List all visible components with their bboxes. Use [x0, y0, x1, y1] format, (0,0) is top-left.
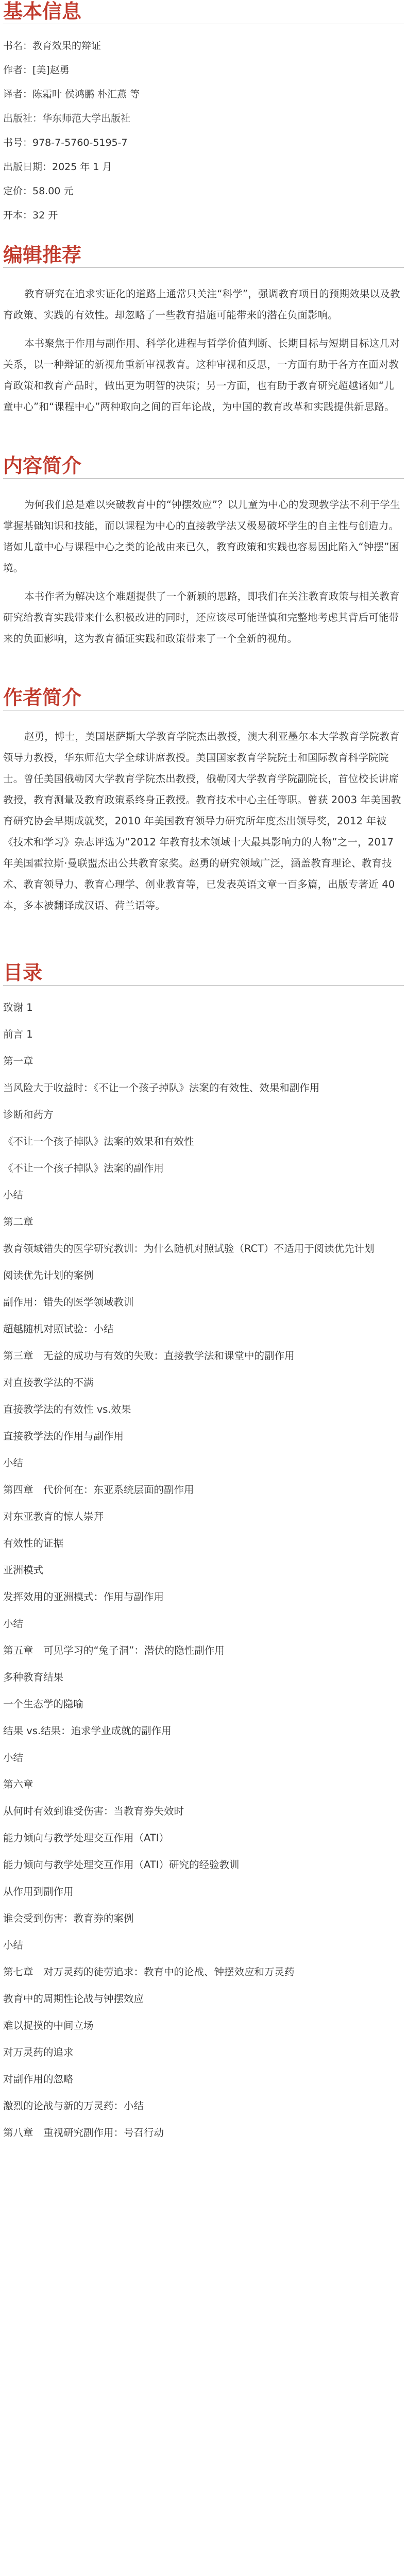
toc-item: 第四章 代价何在：东亚系统层面的副作用	[3, 1484, 194, 1496]
toc-item: 从作用到副作用	[3, 1886, 74, 1897]
toc-item: 第五章 可见学习的“兔子洞”：潜伏的隐性副作用	[3, 1645, 225, 1656]
toc-item: 超越随机对照试验：小结	[3, 1323, 114, 1335]
section-title-author: 作者简介	[3, 686, 82, 709]
toc-item: 小结	[3, 1189, 24, 1201]
toc-item: 激烈的论战与新的万灵药：小结	[3, 2100, 144, 2112]
toc-item: 第一章	[3, 1055, 33, 1067]
toc-item: 对万灵药的追求	[3, 2046, 74, 2058]
toc-item: 致谢 1	[3, 1002, 33, 1013]
intro-paragraph: 为何我们总是难以突破教育中的“钟摆效应”？以儿童为中心的发现教学法不利于学生掌握基础知识和技能，而以课程为中心的直接教学法又极易破坏学生的自主性与创造力。诸如儿童中心与课程中心之类的论战由来已久，教育政策和实践也容易因此陷入“钟摆”困境。	[3, 499, 400, 574]
info-author: 作者：[美]赵勇	[3, 64, 70, 76]
toc-item: 第三章 无益的成功与有效的失败：直接教学法和课堂中的副作用	[3, 1350, 295, 1362]
section-divider	[3, 478, 404, 479]
section-title-basic-info: 基本信息	[3, 0, 82, 23]
toc-item: 亚洲模式	[3, 1564, 44, 1576]
editor-recommend-section	[3, 244, 404, 417]
toc-item: 对直接教学法的不满	[3, 1377, 94, 1388]
toc-item: 从何时有效到谁受伤害：当教育券失效时	[3, 1805, 184, 1817]
toc-item: 教育中的周期性论战与钟摆效应	[3, 1993, 144, 2005]
info-translator: 译者：陈霜叶 侯鸿鹏 朴汇燕 等	[3, 89, 140, 100]
section-title-toc: 目录	[3, 961, 43, 984]
toc-item: 能力倾向与教学处理交互作用（ATI）	[3, 1832, 169, 1844]
toc-item: 《不让一个孩子掉队》法案的副作用	[3, 1162, 164, 1174]
toc-item: 直接教学法的有效性 vs.效果	[3, 1403, 131, 1415]
toc-item: 第六章	[3, 1778, 33, 1790]
toc-item: 前言 1	[3, 1028, 33, 1040]
info-pub-date: 出版日期：2025 年 1 月	[3, 161, 112, 173]
info-title: 书名：教育效果的辩证	[3, 40, 101, 52]
toc-item: 对副作用的忽略	[3, 2073, 74, 2085]
info-price: 定价：58.00 元	[3, 185, 74, 197]
toc-item: 教育领域错失的医学研究教训：为什么随机对照试验（RCT）不适用于阅读优先计划	[3, 1243, 375, 1255]
recommend-paragraph: 教育研究在追求实证化的道路上通常只关注“科学”，强调教育项目的预期效果以及教育政策、实践的有效性。却忽略了一些教育措施可能带来的潜在负面影响。	[3, 288, 400, 321]
info-format: 开本：32 开	[3, 210, 58, 221]
content-intro-section	[3, 454, 404, 649]
toc-item: 对东亚教育的惊人崇拜	[3, 1511, 104, 1522]
toc-item: 小结	[3, 1939, 24, 1951]
toc-item: 一个生态学的隐喻	[3, 1698, 84, 1710]
toc-item: 小结	[3, 1618, 24, 1630]
toc-item: 小结	[3, 1457, 24, 1469]
toc-item: 阅读优先计划的案例	[3, 1269, 94, 1281]
info-isbn: 书号：978-7-5760-5195-7	[3, 137, 128, 148]
section-divider	[3, 985, 404, 986]
toc-item: 多种教育结果	[3, 1671, 64, 1683]
recommend-paragraph: 本书聚焦于作用与副作用、科学化进程与哲学价值判断、长期目标与短期目标这几对关系，以一种辩证的新视角重新审视教育。这种审视和反思，一方面有助于各方在面对教育政策和教育产品时，做出更为明智的决策；另一方面，也有助于教育研究超越诸如“儿童中心”和“课程中心”两种取向之间的百年论战，为中国的教育改革和实践提供新思路。	[3, 337, 400, 413]
toc-list	[3, 1001, 404, 2139]
toc-item: 诊断和药方	[3, 1109, 54, 1121]
toc-item: 能力倾向与教学处理交互作用（ATI）研究的经验教训	[3, 1859, 240, 1871]
basic-info-section	[3, 0, 404, 222]
toc-item: 发挥效用的亚洲模式：作用与副作用	[3, 1591, 164, 1603]
toc-item: 副作用：错失的医学领域教训	[3, 1296, 134, 1308]
toc-item: 直接教学法的作用与副作用	[3, 1430, 124, 1442]
section-divider	[3, 267, 404, 268]
toc-item: 《不让一个孩子掉队》法案的效果和有效性	[3, 1136, 194, 1147]
toc-item: 第二章	[3, 1216, 33, 1228]
section-title-intro: 内容简介	[3, 454, 82, 477]
intro-paragraph: 本书作者为解决这个难题提供了一个新颖的思路，即我们在关注教育政策与相关教育研究给教育实践带来什么积极改进的同时，还应该尽可能谨慎和完整地考虑其背后可能带来的负面影响，这为教育循证实践和政策带来了一个全新的视角。	[3, 590, 400, 645]
info-publisher: 出版社：华东师范大学出版社	[3, 113, 131, 124]
toc-item: 谁会受到伤害：教育券的案例	[3, 1912, 134, 1924]
toc-item: 难以捉摸的中间立场	[3, 2020, 94, 2031]
toc-item: 有效性的证据	[3, 1537, 64, 1549]
toc-item: 当风险大于收益时：《不让一个孩子掉队》法案的有效性、效果和副作用	[3, 1082, 320, 1094]
author-paragraph: 赵勇，博士，美国堪萨斯大学教育学院杰出教授，澳大利亚墨尔本大学教育学院教育领导力教授，华东师范大学全球讲席教授。美国国家教育学院院士和国际教育科学院院士。曾任美国俄勒冈大学教育学院杰出教授，俄勒冈大学教育学院副院长，首位校长讲席教授，教育测量及教育政策系终身正教授。教育技术中心主任等职。曾获 2003 年美国教育研究协会早期成就奖，2010 年美国教育领导力研究所年度杰出领导奖，2012 年被《技术和学习》杂志评选为“2012 年教育技术领域十大最具影响力的人物”之一，2017 年美国霍拉斯·曼联盟杰出公共教育家奖。赵勇的研究领域广泛，涵盖教育理论、教育技术、教育领导力、教育心理学、创业教育等，已发表英语文章一百多篇，出版专著近 40 本，多本被翻译成汉语、荷兰语等。	[3, 731, 401, 911]
author-intro-section	[3, 686, 404, 916]
toc-item: 第七章 对万灵药的徒劳追求：教育中的论战、钟摆效应和万灵药	[3, 1966, 295, 1978]
toc-item: 第八章 重视研究副作用：号召行动	[3, 2127, 164, 2139]
toc-item: 小结	[3, 1752, 24, 1764]
toc-item: 结果 vs.结果：追求学业成就的副作用	[3, 1725, 172, 1737]
toc-section	[3, 961, 404, 2139]
section-title-recommend: 编辑推荐	[3, 244, 82, 266]
